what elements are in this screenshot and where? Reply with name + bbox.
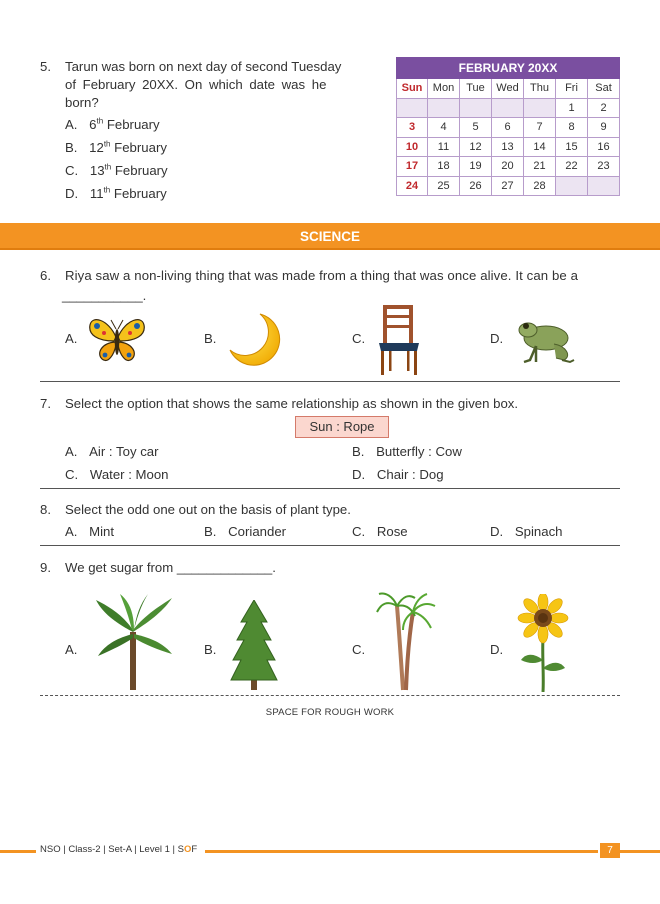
option-month: February [114, 140, 167, 155]
q8-text: Select the odd one out on the basis of plant type. [65, 502, 351, 517]
calendar-date-cell: 9 [588, 118, 620, 138]
option-letter: B. [204, 331, 217, 346]
calendar-date-cell: 26 [460, 177, 492, 197]
calendar-date-cell: 24 [396, 177, 428, 197]
rough-work-divider [40, 695, 620, 696]
q9-option-c[interactable] [352, 642, 365, 657]
calendar-empty-cell [524, 99, 556, 119]
chair-icon [375, 303, 423, 377]
option-day: 13 [89, 163, 105, 178]
q9-option-b[interactable] [204, 642, 216, 657]
option-letter: B. [65, 140, 78, 155]
butterfly-icon [88, 315, 146, 365]
calendar-empty-cell [460, 99, 492, 119]
q5-text-line3: born? [65, 95, 99, 110]
calendar-empty-cell [428, 99, 460, 119]
sof-logo-end: F [191, 844, 198, 855]
q5-option-d[interactable] [65, 186, 167, 201]
option-month: February [114, 163, 168, 178]
divider [40, 545, 620, 546]
q5-option-c[interactable] [65, 163, 168, 178]
option-letter: D. [490, 524, 504, 539]
option-letter: B. [352, 444, 365, 459]
option-letter: A. [65, 524, 78, 539]
option-text: Spinach [514, 524, 563, 539]
banana-plant-icon [94, 592, 174, 692]
calendar-day-header: Sat [588, 79, 620, 99]
calendar-title: FEBRUARY 20XX [396, 57, 620, 79]
calendar-date-cell: 6 [492, 118, 524, 138]
q8-option-a[interactable] [65, 524, 114, 539]
q6-text-line1: Riya saw a non-living thing that was made from a thing that was once alive. It can be a [65, 268, 579, 283]
calendar-date-cell: 12 [460, 138, 492, 158]
divider [40, 488, 620, 489]
option-sup: th [104, 162, 112, 172]
calendar-date-cell: 13 [492, 138, 524, 158]
calendar-date-cell: 10 [396, 138, 428, 158]
calendar-day-header: Sun [396, 79, 428, 99]
q6-option-b[interactable] [204, 331, 216, 346]
calendar-date-cell: 7 [524, 118, 556, 138]
option-letter: D. [352, 467, 366, 482]
q8-option-d[interactable] [490, 524, 563, 539]
calendar-date-cell: 5 [460, 118, 492, 138]
page-number: 7 [600, 843, 620, 858]
moon-icon [226, 312, 282, 368]
calendar-date-cell: 21 [524, 157, 556, 177]
option-day: 12 [89, 140, 104, 155]
option-text: Air : Toy car [89, 444, 159, 459]
calendar-day-header: Tue [460, 79, 492, 99]
option-sup: th [96, 116, 104, 126]
frog-icon [514, 316, 576, 366]
option-text: Mint [89, 524, 115, 539]
option-letter: B. [204, 524, 217, 539]
option-letter: A. [65, 444, 78, 459]
calendar-date-cell: 17 [396, 157, 428, 177]
calendar-date-cell: 18 [428, 157, 460, 177]
q7-option-b[interactable] [352, 444, 462, 459]
q9-option-a[interactable] [65, 642, 77, 657]
calendar-date-cell: 16 [588, 138, 620, 158]
q7-option-d[interactable] [352, 467, 444, 482]
option-letter: A. [65, 642, 78, 657]
calendar-date-cell: 27 [492, 177, 524, 197]
calendar-date-cell: 20 [492, 157, 524, 177]
option-letter: C. [65, 467, 79, 482]
sof-logo-mark: O [183, 844, 192, 855]
option-text: Rose [376, 524, 408, 539]
section-banner-science: SCIENCE [0, 223, 660, 250]
calendar-day-header: Thu [524, 79, 556, 99]
calendar-empty-cell [588, 177, 620, 197]
calendar-date-cell: 4 [428, 118, 460, 138]
q9-number: 9. [40, 560, 51, 575]
calendar-day-header: Mon [428, 79, 460, 99]
q7-number: 7. [40, 396, 51, 411]
option-month: February [106, 117, 160, 132]
calendar-empty-cell [492, 99, 524, 119]
q6-option-c[interactable] [352, 331, 365, 346]
option-letter: C. [65, 163, 79, 178]
q6-text-line2: ___________. [62, 288, 147, 303]
option-day: 11 [89, 186, 104, 201]
option-letter: A. [65, 117, 78, 132]
q6-option-a[interactable] [65, 331, 77, 346]
pine-tree-icon [229, 600, 279, 692]
calendar-date-cell: 11 [428, 138, 460, 158]
calendar-date-cell: 22 [556, 157, 588, 177]
footer-text [38, 844, 199, 855]
footer-line [0, 850, 36, 853]
option-letter: A. [65, 331, 78, 346]
q7-option-a[interactable] [65, 444, 159, 459]
footer-line [620, 850, 660, 853]
q5-option-b[interactable] [65, 140, 167, 155]
footer-line [205, 850, 598, 853]
calendar-day-header: Wed [492, 79, 524, 99]
option-text: Butterfly : Cow [376, 444, 462, 459]
calendar-date-cell: 15 [556, 138, 588, 158]
option-sup: th [103, 139, 111, 149]
option-letter: D. [490, 642, 504, 657]
option-letter: D. [65, 186, 79, 201]
q8-option-b[interactable] [204, 524, 286, 539]
q7-option-c[interactable] [65, 467, 169, 482]
q5-number: 5. [40, 59, 51, 74]
q7-text: Select the option that shows the same relationship as shown in the given box. [65, 396, 519, 411]
q7-relation-box: Sun : Rope [295, 416, 389, 438]
q9-text: We get sugar from _____________. [65, 560, 276, 575]
option-text: Water : Moon [89, 467, 169, 482]
calendar-grid [396, 79, 620, 196]
option-letter: C. [352, 331, 366, 346]
calendar-date-cell: 2 [588, 99, 620, 119]
q6-option-d[interactable] [490, 331, 503, 346]
calendar-date-cell: 14 [524, 138, 556, 158]
divider [40, 381, 620, 382]
q8-number: 8. [40, 502, 51, 517]
calendar-date-cell: 23 [588, 157, 620, 177]
option-sup: th [103, 185, 111, 195]
calendar-day-header: Fri [556, 79, 588, 99]
calendar-empty-cell [556, 177, 588, 197]
option-letter: C. [352, 524, 366, 539]
option-day: 6 [89, 117, 97, 132]
calendar-date-cell: 1 [556, 99, 588, 119]
sunflower-icon [515, 594, 571, 692]
q8-option-c[interactable] [352, 524, 408, 539]
calendar-date-cell: 28 [524, 177, 556, 197]
option-letter: C. [352, 642, 366, 657]
calendar-date-cell: 19 [460, 157, 492, 177]
option-letter: B. [204, 642, 217, 657]
footer-label: NSO | Class-2 | Set-A | Level 1 | S [40, 844, 184, 855]
option-text: Coriander [228, 524, 287, 539]
option-month: February [113, 186, 167, 201]
q6-number: 6. [40, 268, 51, 283]
q5-text-line1: Tarun was born on next day of second Tuesday [65, 59, 342, 74]
calendar-date-cell: 25 [428, 177, 460, 197]
calendar-date-cell: 8 [556, 118, 588, 138]
calendar-date-cell: 3 [396, 118, 428, 138]
option-text: Chair : Dog [376, 467, 444, 482]
q9-option-d[interactable] [490, 642, 503, 657]
sugarcane-icon [375, 590, 437, 694]
rough-work-label: SPACE FOR ROUGH WORK [265, 707, 395, 718]
option-letter: D. [490, 331, 504, 346]
q5-text-line2: of February 20XX. On which date was he [65, 77, 327, 92]
calendar-empty-cell [396, 99, 428, 119]
q5-option-a[interactable] [65, 117, 160, 132]
